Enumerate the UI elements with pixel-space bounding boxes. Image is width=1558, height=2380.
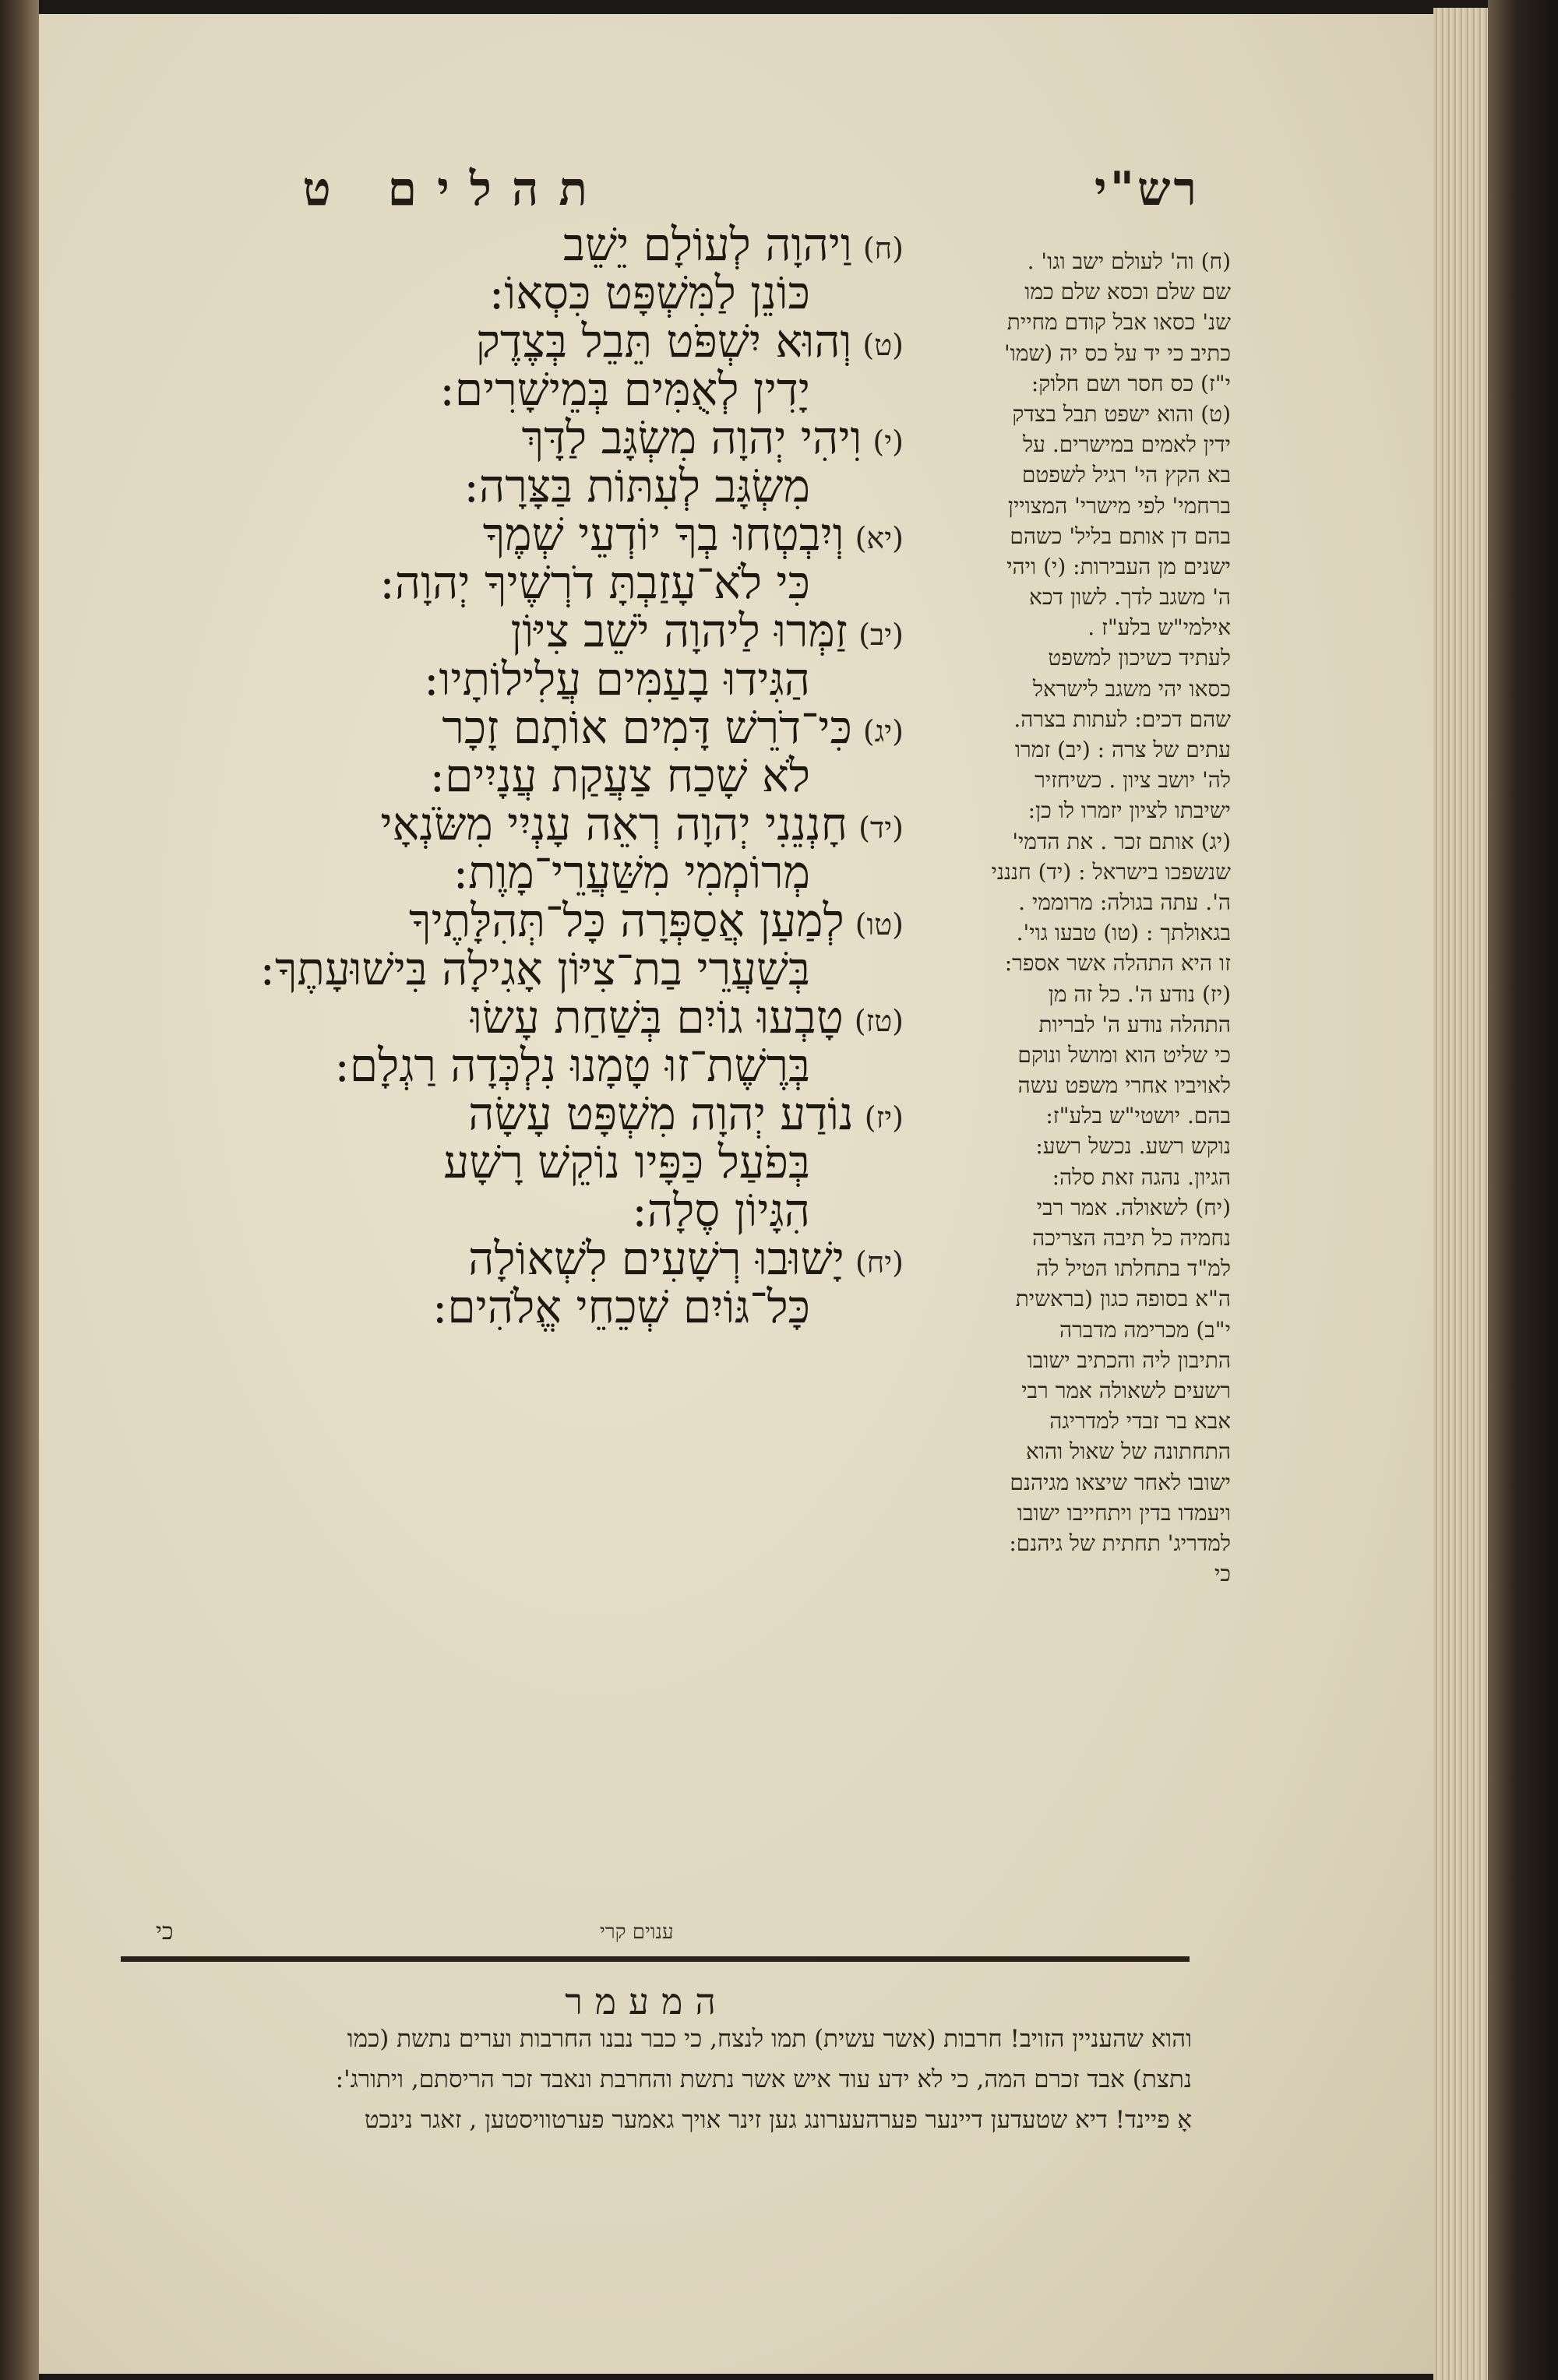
psalm-verse-line <box>179 1280 904 1333</box>
meamer-line: אָ פיינד! דיא שטעדען דיינער פערהעערונג גען זינר אויך גאמער פערטוויסטען , זאגר נינכט <box>364 2106 1192 2134</box>
verse-text: יָשׁוּבוּ רְשָׁעִים לִשְׁאוֹלָה <box>468 1232 844 1285</box>
psalm-text-column <box>179 220 904 1331</box>
verse-text: וִיהִי יְהוָה מִשְׂגָּב לַדָּךְ <box>521 411 862 464</box>
verse-text: בְּרֶשֶׁת־זוּ טָמָנוּ נִלְכְּדָה רַגְלָם: <box>334 1039 810 1092</box>
psalm-verse-line <box>179 653 904 706</box>
rashi-line: בא הקץ הי' רגיל לשפטם <box>1021 462 1231 488</box>
rashi-line: למ"ד בתחלתו הטיל לה <box>1036 1255 1231 1282</box>
rashi-line: ידין לאמים במישרים. על <box>1023 431 1231 458</box>
psalm-verse-line <box>179 220 904 269</box>
rashi-line: נחמיה כל תיבה הצריכה <box>1032 1225 1231 1251</box>
rashi-line: כי <box>1214 1561 1231 1587</box>
psalm-verse-line <box>179 846 904 899</box>
psalm-verse-line <box>179 558 904 607</box>
rashi-heading: רש"י <box>1094 162 1200 217</box>
psalm-verse-line <box>179 266 904 319</box>
verse-text: מִשְׂגָּב לְעִתּוֹת בַּצָּרָה: <box>464 459 810 512</box>
rashi-line: שנשפכו בישראל : (יד) חננני <box>991 858 1231 885</box>
verse-text: לֹא שָׁכַח צַעֲקַת עֲנָיִים: <box>429 749 810 802</box>
divider-rule <box>121 1956 1190 1962</box>
book-page <box>39 14 1433 2374</box>
psalm-verse-line <box>179 1184 904 1237</box>
binding-gutter <box>0 0 39 2380</box>
verse-number: (יא) <box>855 520 904 555</box>
rashi-line: כתיב כי יד על כס יה (שמו' <box>1003 340 1231 366</box>
psalm-verse-line <box>179 896 904 945</box>
rashi-line: י"ז) כס חסר ושם חלוק: <box>1031 370 1231 396</box>
verse-number: (יד) <box>858 810 904 845</box>
psalm-verse-line <box>179 411 904 464</box>
verse-text: הִגָּיוֹן סֶלָה: <box>632 1184 810 1237</box>
verse-number: (יח) <box>855 1245 904 1280</box>
rashi-line: לה' יושב ציון . כשיחזיר <box>1035 767 1231 794</box>
verse-text: בְּפֹעַל כַּפָּיו נוֹקֵשׁ רָשָׁע <box>443 1135 810 1188</box>
psalm-verse-line <box>179 1135 904 1188</box>
verse-text: וְיִבְטְחוּ בְךָ יוֹדְעֵי שְׁמֶךָ <box>482 508 844 561</box>
verse-text: יָדִין לְאֻמִּים בְּמֵישָׁרִים: <box>439 363 810 416</box>
rashi-line: ברחמי' לפי מישרי' המצויין <box>1007 492 1231 519</box>
verse-text: וַיהוָה לְעוֹלָם יֵשֵׁב <box>563 218 852 271</box>
page-edges <box>1433 8 1488 2380</box>
rashi-line: (יז) נודע ה'. כל זה מן <box>1048 981 1231 1007</box>
rashi-line: נוקש רשע. נכשל רשע: <box>1035 1133 1231 1160</box>
rashi-line: שם שלם וכסא שלם כמו <box>1024 279 1231 305</box>
verse-text: זַמְּרוּ לַיהוָה יֹשֵׁב צִיּוֹן <box>510 604 848 657</box>
rashi-line: ה'. עתה בגולה: מרוממי . <box>1018 889 1231 915</box>
rashi-line: בגאולתך : (טו) טבעו גוי'. <box>1016 920 1231 946</box>
catchword: כי <box>156 1918 174 1945</box>
rashi-line: שנ' כסאו אבל קודם מחיית <box>1006 309 1231 336</box>
rashi-line: (ט) והוא ישפט תבל בצדק <box>1012 400 1231 427</box>
rashi-line: לאויביו אחרי משפט עשה <box>1017 1072 1231 1099</box>
psalms-heading: תהלים ט <box>302 162 608 217</box>
rashi-line: ה' משגב לדך. לשון דכא <box>1029 584 1231 611</box>
verse-number: (טו) <box>855 907 904 942</box>
rashi-line: למדריג' תחתית של גיהנם: <box>1009 1530 1231 1556</box>
rashi-line: ויעמדו בדין ויתחייבו ישובו <box>1017 1499 1231 1526</box>
rashi-line: לעתיד כשיכון למשפט <box>1048 645 1231 671</box>
verse-text: טָבְעוּ גוֹיִם בְּשַׁחַת עָשׂוּ <box>471 991 844 1044</box>
verse-number: (טז) <box>854 1003 904 1038</box>
verse-number: (יב) <box>858 617 904 652</box>
rashi-line: אבא בר זבדי למדריגה <box>1049 1408 1231 1435</box>
verse-text: חָנְנֵנִי יְהוָה רְאֵה עָנְיִי מִשֹּׂנְאָי <box>380 797 848 850</box>
page-header <box>39 162 1433 224</box>
psalm-verse-line <box>179 365 904 414</box>
rashi-line: עתים של צרה : (יב) זמרו <box>1014 737 1231 762</box>
rashi-line: זו היא התהלה אשר אספר: <box>1004 950 1231 977</box>
verse-text: לְמַעַן אֲסַפְּרָה כָּל־תְּהִלָּתֶיךָ <box>409 894 844 947</box>
psalm-verse-line <box>179 749 904 802</box>
verse-text: כּוֹנֵן לַמִּשְׁפָּט כִּסְאוֹ: <box>488 266 810 319</box>
psalm-verse-line <box>179 1041 904 1090</box>
rashi-line: התהלה נודע ה' לבריות <box>1038 1011 1231 1037</box>
verse-text: כִּי־דֹרֵשׁ דָּמִים אוֹתָם זָכָר <box>442 701 852 754</box>
rashi-line: ישנים מן העבירות: (י) ויהי <box>1006 553 1231 579</box>
rashi-line: ה"א בסופה כגון (בראשית <box>1015 1286 1231 1312</box>
verse-text: כִּי לֹא־עָזַבְתָּ דֹרְשֶׁיךָ יְהוָה: <box>379 556 810 609</box>
psalm-verse-line <box>179 1234 904 1283</box>
psalm-verse-line <box>179 508 904 561</box>
verse-text: בְּשַׁעֲרֵי בַת־צִיּוֹן אָגִילָה בִּישׁוּעָתֶךָ: <box>259 942 810 995</box>
rashi-line: התחתונה של שאול והוא <box>1026 1438 1231 1465</box>
rashi-line: הגיון. נהגה זאת סלה: <box>1052 1164 1231 1190</box>
psalm-verse-line <box>179 604 904 657</box>
book-cover-edge <box>1488 0 1558 2380</box>
psalm-verse-line <box>179 797 904 850</box>
verse-text: מְרוֹמְמִי מִשַּׁעֲרֵי־מָוֶת: <box>453 846 810 899</box>
verse-number: (יג) <box>862 713 904 748</box>
rashi-line: בהם דן אותם בליל' כשהם <box>1010 523 1231 549</box>
verse-number: (ח) <box>862 231 904 266</box>
rashi-line: י"ב) מכרימה מדברה <box>1059 1316 1231 1343</box>
rashi-commentary-column <box>919 246 1231 1589</box>
meamer-line: נתצת) אבד זכרם המה, כי לא ידע עוד איש אשר נתשת והחרבת ונאבד זכר הריסתם, ויתורג': <box>335 2065 1192 2093</box>
rashi-line: (ח) וה' לעולם ישב וגו' . <box>1027 248 1231 274</box>
rashi-line: ישובו לאחר שיצאו מגיהנם <box>1010 1469 1231 1495</box>
meamer-line: והוא שהעניין הזויב! חרבות (אשר עשית) תמו לנצח, כי כבר נבנו החרבות וערים נתשת (כמו <box>347 2025 1192 2053</box>
psalm-verse-line <box>179 942 904 995</box>
psalm-verse-line <box>179 459 904 512</box>
kri-note: ענוים קרי <box>600 1921 674 1944</box>
verse-number: (ט) <box>862 327 904 362</box>
psalm-verse-line <box>179 315 904 368</box>
verse-text: וְהוּא יִשְׁפֹּט תֵּבֵל בְּצֶדֶק <box>475 315 852 368</box>
verse-text: נוֹדַע יְהוָה מִשְׁפָּט עָשָׂה <box>468 1087 854 1140</box>
rashi-line: כי שליט הוא ומושל ונוקם <box>1017 1041 1231 1068</box>
psalm-verse-line <box>179 1087 904 1140</box>
verse-number: (יז) <box>864 1100 904 1135</box>
rashi-line: רשעים לשאולה אמר רבי <box>1021 1377 1231 1403</box>
rashi-line: (יג) אותם זכר . את הדמי' <box>1012 828 1231 854</box>
rashi-line: (יח) לשאולה. אמר רבי <box>1036 1194 1231 1220</box>
rashi-line: התיבון ליה והכתיב ישובו <box>1027 1347 1231 1373</box>
rashi-line: שהם דכים: לעתות בצרה. <box>1013 706 1231 732</box>
verse-text: הַגִּידוּ בָעַמִּים עֲלִילוֹתָיו: <box>424 653 810 706</box>
psalm-verse-line <box>179 703 904 752</box>
rashi-line: אילמי"ש בלע"ז . <box>1087 614 1231 641</box>
rashi-line: בהם. יושטי"ש בלע"ז: <box>1045 1103 1231 1129</box>
rashi-line: כסאו יהי משגב לישראל <box>1032 675 1231 702</box>
psalm-verse-line <box>179 991 904 1044</box>
meamer-heading: המעמר <box>565 1980 728 2023</box>
verse-number: (י) <box>872 424 904 459</box>
verse-text: כָּל־גּוֹיִם שְׁכֵחֵי אֱלֹהִים: <box>432 1280 810 1333</box>
rashi-line: ישיבתו לציון יזמרו לו כן: <box>1028 797 1231 824</box>
